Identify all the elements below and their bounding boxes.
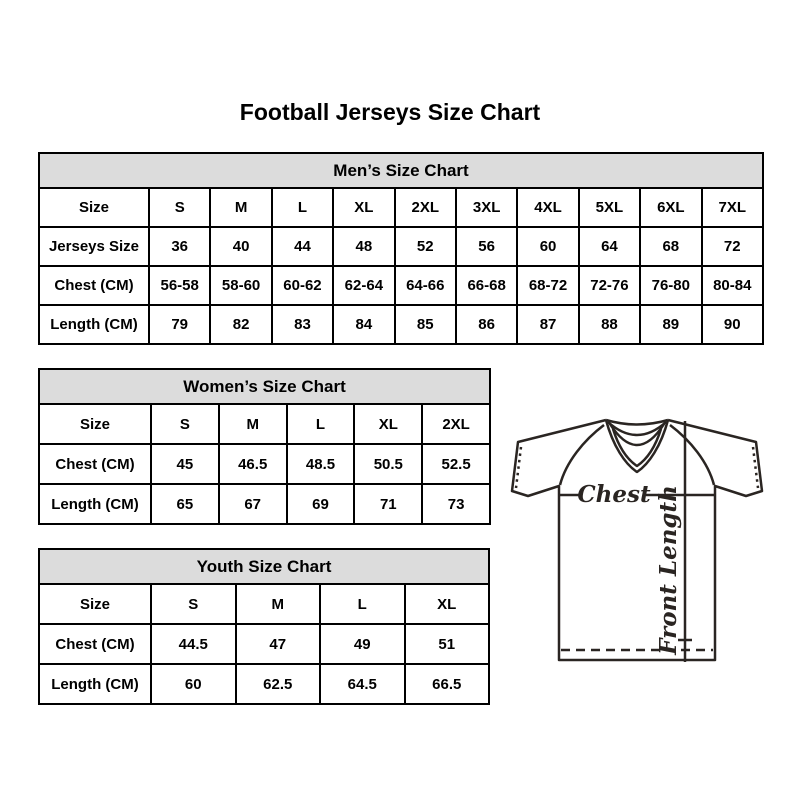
row-label: Size <box>39 188 149 227</box>
table-cell: 56 <box>456 227 517 266</box>
table-cell: 86 <box>456 305 517 344</box>
table-row <box>39 266 763 305</box>
youth-table-title: Youth Size Chart <box>39 549 489 584</box>
table-cell: 73 <box>422 484 490 524</box>
table-cell: 60 <box>517 227 578 266</box>
row-label: Length (CM) <box>39 305 149 344</box>
row-label: Chest (CM) <box>39 444 151 484</box>
table-cell: 47 <box>236 624 321 664</box>
youth-size-chart-table <box>38 548 490 705</box>
table-cell: 44.5 <box>151 624 236 664</box>
table-header-row <box>39 153 763 188</box>
table-row <box>39 584 489 624</box>
table-row <box>39 404 490 444</box>
table-cell: 72 <box>702 227 763 266</box>
table-cell: 62.5 <box>236 664 321 704</box>
table-cell: 58-60 <box>210 266 271 305</box>
table-cell: 68 <box>640 227 701 266</box>
table-cell: 72-76 <box>579 266 640 305</box>
row-label: Chest (CM) <box>39 624 151 664</box>
table-cell: 66-68 <box>456 266 517 305</box>
table-cell: 44 <box>272 227 333 266</box>
table-cell: 2XL <box>395 188 456 227</box>
table-cell: S <box>149 188 210 227</box>
table-cell: XL <box>354 404 422 444</box>
table-row <box>39 444 490 484</box>
row-label: Length (CM) <box>39 664 151 704</box>
jersey-measurement-diagram <box>480 398 792 683</box>
table-cell: 89 <box>640 305 701 344</box>
table-cell: 46.5 <box>219 444 287 484</box>
youth-table-grid <box>38 548 490 705</box>
table-cell: 48.5 <box>287 444 355 484</box>
womens-size-chart-table <box>38 368 491 525</box>
table-cell: L <box>287 404 355 444</box>
table-header-row <box>39 549 489 584</box>
row-label: Size <box>39 404 151 444</box>
table-cell: 49 <box>320 624 405 664</box>
table-cell: L <box>272 188 333 227</box>
table-cell: 83 <box>272 305 333 344</box>
front-length-label: Front Length <box>655 485 682 655</box>
table-cell: 40 <box>210 227 271 266</box>
table-cell: XL <box>405 584 490 624</box>
table-cell: L <box>320 584 405 624</box>
table-cell: 48 <box>333 227 394 266</box>
table-row <box>39 664 489 704</box>
jersey-armhole-right <box>670 425 714 485</box>
table-cell: 88 <box>579 305 640 344</box>
table-cell: 85 <box>395 305 456 344</box>
table-cell: 56-58 <box>149 266 210 305</box>
table-cell: 52 <box>395 227 456 266</box>
table-cell: 87 <box>517 305 578 344</box>
womens-table-title: Women’s Size Chart <box>39 369 490 404</box>
row-label: Length (CM) <box>39 484 151 524</box>
table-cell: S <box>151 404 219 444</box>
table-cell: 51 <box>405 624 490 664</box>
jersey-outline <box>512 420 762 660</box>
table-cell: 64.5 <box>320 664 405 704</box>
table-cell: 90 <box>702 305 763 344</box>
table-row <box>39 305 763 344</box>
page-title: Football Jerseys Size Chart <box>239 99 541 125</box>
table-cell: 64 <box>579 227 640 266</box>
table-cell: 79 <box>149 305 210 344</box>
table-cell: 6XL <box>640 188 701 227</box>
jersey-collar-top <box>606 420 668 425</box>
table-row <box>39 484 490 524</box>
table-cell: 82 <box>210 305 271 344</box>
row-label: Chest (CM) <box>39 266 149 305</box>
table-cell: 80-84 <box>702 266 763 305</box>
table-cell: 69 <box>287 484 355 524</box>
table-cell: M <box>236 584 321 624</box>
table-cell: 76-80 <box>640 266 701 305</box>
mens-table-title: Men’s Size Chart <box>39 153 763 188</box>
table-cell: 60 <box>151 664 236 704</box>
table-cell: 71 <box>354 484 422 524</box>
row-label: Jerseys Size <box>39 227 149 266</box>
womens-table-grid <box>38 368 491 525</box>
jersey-diagram-svg <box>480 398 792 683</box>
mens-size-chart-table <box>38 152 764 345</box>
table-cell: 84 <box>333 305 394 344</box>
table-cell: 5XL <box>579 188 640 227</box>
table-cell: 66.5 <box>405 664 490 704</box>
table-cell: 64-66 <box>395 266 456 305</box>
table-cell: 3XL <box>456 188 517 227</box>
table-cell: 68-72 <box>517 266 578 305</box>
table-row <box>39 227 763 266</box>
table-cell: 60-62 <box>272 266 333 305</box>
table-cell: 67 <box>219 484 287 524</box>
table-cell: 62-64 <box>333 266 394 305</box>
table-cell: S <box>151 584 236 624</box>
table-cell: 4XL <box>517 188 578 227</box>
chest-label: Chest <box>577 481 651 508</box>
row-label: Size <box>39 584 151 624</box>
table-cell: 2XL <box>422 404 490 444</box>
table-header-row <box>39 369 490 404</box>
table-cell: 65 <box>151 484 219 524</box>
table-cell: XL <box>333 188 394 227</box>
table-cell: 50.5 <box>354 444 422 484</box>
table-cell: 36 <box>149 227 210 266</box>
table-cell: M <box>210 188 271 227</box>
table-cell: 7XL <box>702 188 763 227</box>
table-row <box>39 188 763 227</box>
table-cell: 52.5 <box>422 444 490 484</box>
mens-table-grid <box>38 152 764 345</box>
table-cell: M <box>219 404 287 444</box>
table-row <box>39 624 489 664</box>
jersey-armhole-left <box>560 425 604 485</box>
table-cell: 45 <box>151 444 219 484</box>
